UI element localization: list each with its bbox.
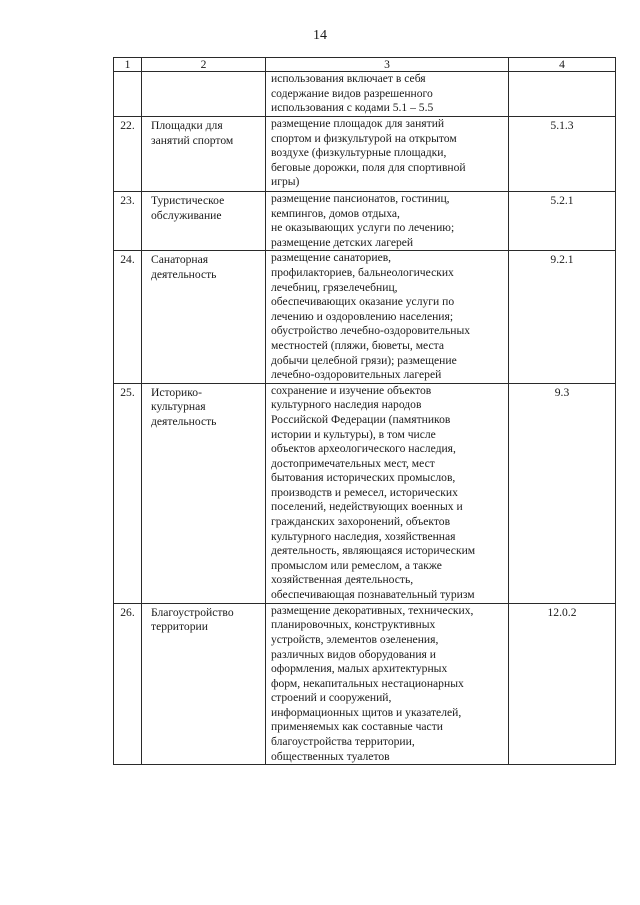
table-row	[114, 251, 616, 383]
description-line: деятельность, являющаяся историческим	[271, 544, 476, 558]
land-use-description	[266, 192, 509, 251]
land-use-name-line: Санаторная	[151, 253, 209, 267]
land-use-name	[142, 603, 266, 765]
description-line: добычи целебной грязи); размещение	[271, 353, 457, 367]
land-use-name-line: Историко-	[151, 385, 202, 399]
description-line: лечению и оздоровлению населения;	[271, 309, 454, 323]
row-number: 24.	[114, 251, 142, 383]
row-number	[114, 72, 142, 117]
description-line: спортом и физкультурой на открытом	[271, 131, 457, 145]
land-use-name-line: Туристическое	[151, 194, 225, 207]
land-use-description	[266, 383, 509, 603]
description-line: объектов археологического наследия,	[271, 442, 456, 456]
description-line: культурного наследия, хозяйственная	[271, 529, 456, 543]
description-line: оформления, малых архитектурных	[271, 662, 448, 676]
land-use-code	[509, 72, 616, 117]
land-use-code: 9.2.1	[509, 251, 616, 383]
land-use-name-line: обслуживание	[151, 208, 222, 222]
table-row	[114, 603, 616, 765]
description-line: лечебниц, грязелечебниц,	[271, 280, 398, 294]
description-line: использования с кодами 5.1 – 5.5	[271, 101, 434, 115]
description-line: сохранение и изучение объектов	[271, 383, 432, 397]
land-use-description	[266, 603, 509, 765]
description-line: игры)	[271, 175, 300, 189]
row-number: 22.	[114, 117, 142, 192]
description-line: размещение санаториев,	[271, 251, 392, 265]
description-line: применяемых как составные части	[271, 720, 443, 734]
description-line: Российской Федерации (памятников	[271, 412, 451, 426]
land-use-description	[266, 251, 509, 383]
row-number: 26.	[114, 603, 142, 765]
description-line: размещение пансионатов, гостиниц,	[271, 192, 450, 205]
description-line: благоустройства территории,	[271, 735, 415, 749]
page-number: 14	[313, 28, 327, 43]
description-line: содержание видов разрешенного	[271, 86, 433, 100]
description-line: промыслом или ремеслом, а также	[271, 558, 442, 572]
row-number: 23.	[114, 192, 142, 251]
land-use-code: 12.0.2	[509, 603, 616, 765]
description-line: устройств, элементов озеленения,	[271, 632, 439, 646]
description-line: обеспечивающая познавательный туризм	[271, 588, 475, 602]
land-use-code: 9.3	[509, 383, 616, 603]
land-use-name-line: Благоустройство	[151, 605, 234, 619]
land-use-name	[142, 72, 266, 117]
column-header-3: 3	[266, 58, 509, 72]
description-line: производств и ремесел, исторических	[271, 485, 458, 499]
land-use-name-line: территории	[151, 620, 208, 634]
description-line: гражданских захоронений, объектов	[271, 515, 451, 529]
land-use-name	[142, 251, 266, 383]
description-line: воздухе (физкультурные площадки,	[271, 146, 447, 160]
land-use-name-line: деятельность	[151, 414, 217, 428]
row-number: 25.	[114, 383, 142, 603]
land-use-name-line: Площадки для	[151, 119, 223, 132]
table-row	[114, 192, 616, 251]
description-line: хозяйственная деятельность,	[271, 573, 414, 587]
description-line: обеспечивающих оказание услуги по	[271, 295, 455, 309]
description-line: культурного наследия народов	[271, 398, 422, 412]
description-line: не оказывающих услуги по лечению;	[271, 221, 455, 235]
land-use-description	[266, 117, 509, 192]
table-row	[114, 72, 616, 117]
column-header-4: 4	[509, 58, 616, 72]
description-line: обустройство лечебно-оздоровительных	[271, 324, 471, 338]
description-line: местностей (пляжи, бюветы, места	[271, 338, 444, 352]
land-use-table	[113, 57, 616, 765]
land-use-code: 5.1.3	[509, 117, 616, 192]
land-use-name-line: занятий спортом	[151, 133, 234, 147]
land-use-name-line: деятельность	[151, 267, 217, 281]
description-line: информационных щитов и указателей,	[271, 705, 462, 719]
land-use-name	[142, 383, 266, 603]
land-use-name-line: культурная	[151, 400, 206, 414]
description-line: профилакториев, бальнеологических	[271, 265, 454, 279]
description-line: беговые дорожки, поля для спортивной	[271, 160, 466, 174]
description-line: поселений, недействующих военных и	[271, 500, 463, 514]
land-use-name	[142, 117, 266, 192]
table-row	[114, 117, 616, 192]
land-use-code: 5.2.1	[509, 192, 616, 251]
description-line: истории и культуры), в том числе	[271, 427, 436, 441]
description-line: бытования исторических промыслов,	[271, 471, 456, 485]
description-line: достопримечательных мест, мест	[271, 456, 435, 470]
description-line: размещение декоративных, технических,	[271, 603, 474, 617]
table-row	[114, 383, 616, 603]
land-use-description	[266, 72, 509, 117]
description-line: кемпингов, домов отдыха,	[271, 206, 400, 220]
description-line: размещение детских лагерей	[271, 235, 414, 249]
description-line: лечебно-оздоровительных лагерей	[271, 368, 442, 382]
description-line: форм, некапитальных нестационарных	[271, 676, 464, 690]
description-line: различных видов оборудования и	[271, 647, 436, 661]
description-line: общественных туалетов	[271, 749, 390, 763]
column-header-2: 2	[142, 58, 266, 72]
table-header-row	[114, 58, 616, 72]
description-line: использования включает в себя	[271, 72, 426, 85]
description-line: планировочных, конструктивных	[271, 618, 436, 632]
land-use-name	[142, 192, 266, 251]
description-line: строений и сооружений,	[271, 691, 392, 705]
column-header-1: 1	[114, 58, 142, 72]
description-line: размещение площадок для занятий	[271, 117, 445, 130]
